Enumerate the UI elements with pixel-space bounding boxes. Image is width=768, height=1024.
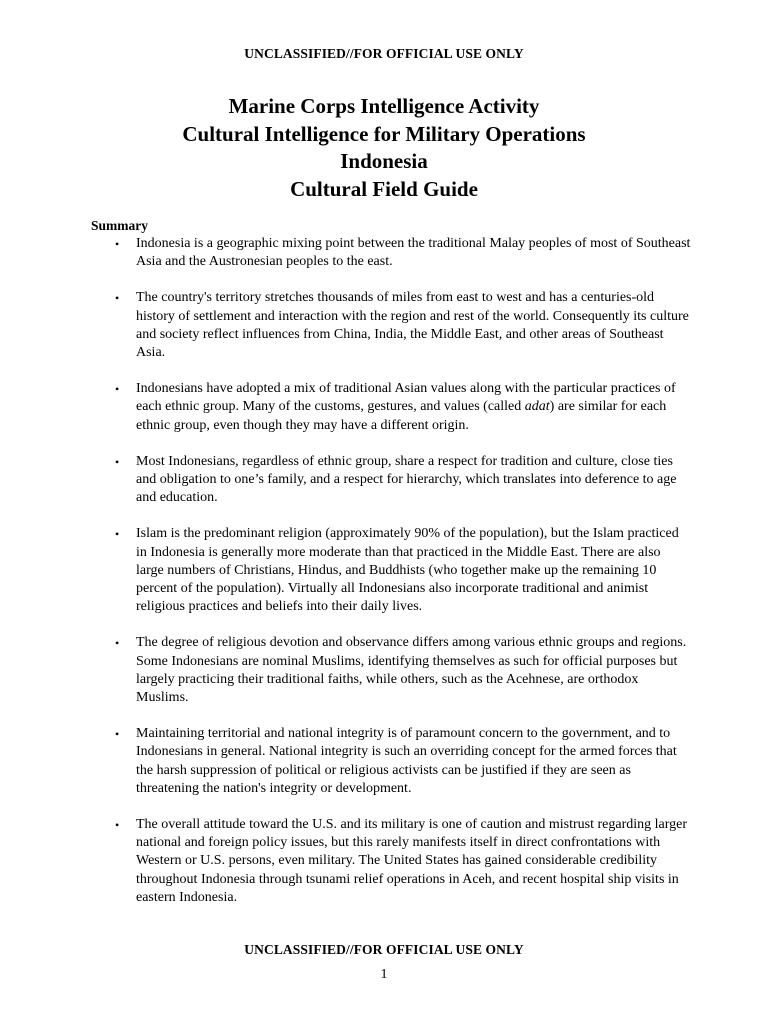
bottom-classification-marking: UNCLASSIFIED//FOR OFFICIAL USE ONLY: [244, 942, 524, 957]
bullet-icon: •: [115, 527, 120, 542]
bullet-icon: •: [115, 291, 120, 306]
bullet-text: Islam is the predominant religion (approximately 90% of the population), but the Islam practiced in Indonesia is generally more moderate than that practiced in the Middle East. There are also large numbers of Christians, Hindus, and Buddhists (who together make up the remaining 10 percent of the population). Virtually all Indonesians also incorporate traditional and animist religious practices and beliefs into their daily lives.: [136, 526, 679, 615]
title-line-country: Indonesia: [340, 149, 428, 173]
bullet-icon: •: [115, 727, 120, 742]
title-line-guide: Cultural Field Guide: [290, 176, 478, 201]
title-line-organization: Marine Corps Intelligence Activity: [228, 94, 540, 118]
bullet-text: Most Indonesians, regardless of ethnic group, share a respect for tradition and culture, close ties and obligation to one’s family, and a respect for hierarchy, which translates into deference to age and education.: [136, 453, 677, 506]
top-classification-marking: UNCLASSIFIED//FOR OFFICIAL USE ONLY: [244, 46, 524, 61]
title-line-program: Cultural Intelligence for Military Operations: [182, 121, 586, 146]
summary-bullet-item: [91, 634, 691, 707]
summary-bullet-item: [91, 816, 691, 907]
document-title: [0, 93, 768, 203]
bullet-text: Indonesia is a geographic mixing point between the traditional Malay peoples of most of Southeast Asia and the Austronesian peoples to the east.: [136, 236, 691, 270]
bullet-text: The country's territory stretches thousands of miles from east to west and has a centuries-old history of settlement and interaction with the region and rest of the world. Consequently its culture and society reflect influences from China, India, the Middle East, and other areas of Southeast Asia.: [136, 290, 689, 361]
bullet-text: Maintaining territorial and national integrity is of paramount concern to the government, and to Indonesians in general. National integrity is such an overriding concept for the armed forces that the harsh suppression of political or religious activists can be justified if they are seen as threatening the nation's integrity or development.: [136, 726, 677, 796]
summary-bullet-item: [91, 453, 691, 508]
summary-heading: Summary: [91, 218, 148, 233]
bullet-icon: •: [115, 636, 120, 651]
bullet-icon: •: [115, 237, 120, 251]
bullet-text-after-italic: ) are similar for each ethnic group, even though they may have a different origin.: [136, 399, 667, 433]
bullet-icon: •: [115, 382, 120, 397]
summary-bullet-item: [91, 289, 691, 362]
summary-bullet-item: [91, 380, 691, 435]
bullet-icon: •: [115, 454, 120, 469]
summary-bullet-list: [91, 235, 691, 907]
summary-bullet-item: [91, 525, 691, 616]
page-number: 1: [380, 967, 388, 982]
bullet-text-before-italic: Indonesians have adopted a mix of traditional Asian values along with the particular practices of each ethnic group. Many of the customs, gestures, and values (called: [136, 381, 676, 415]
bullet-text-italic-term: adat: [524, 399, 550, 415]
summary-bullet-item: [91, 235, 691, 271]
bullet-text: The overall attitude toward the U.S. and its military is one of caution and mistrust regarding larger national and foreign policy issues, but this rarely manifests itself in direct confrontations with Western or U.S. persons, even military. The United States has gained considerable credibility throughout Indonesia through tsunami relief operations in Aceh, and recent hospital ship visits in eastern Indonesia.: [136, 817, 688, 905]
bullet-text: The degree of religious devotion and observance differs among various ethnic groups and regions. Some Indonesians are nominal Muslims, identifying themselves as such for official purposes but largely practicing their traditional faiths, while others, such as the Acehnese, are orthodox Muslims.: [136, 635, 687, 706]
bullet-icon: •: [115, 818, 120, 833]
summary-bullet-item: [91, 725, 691, 798]
